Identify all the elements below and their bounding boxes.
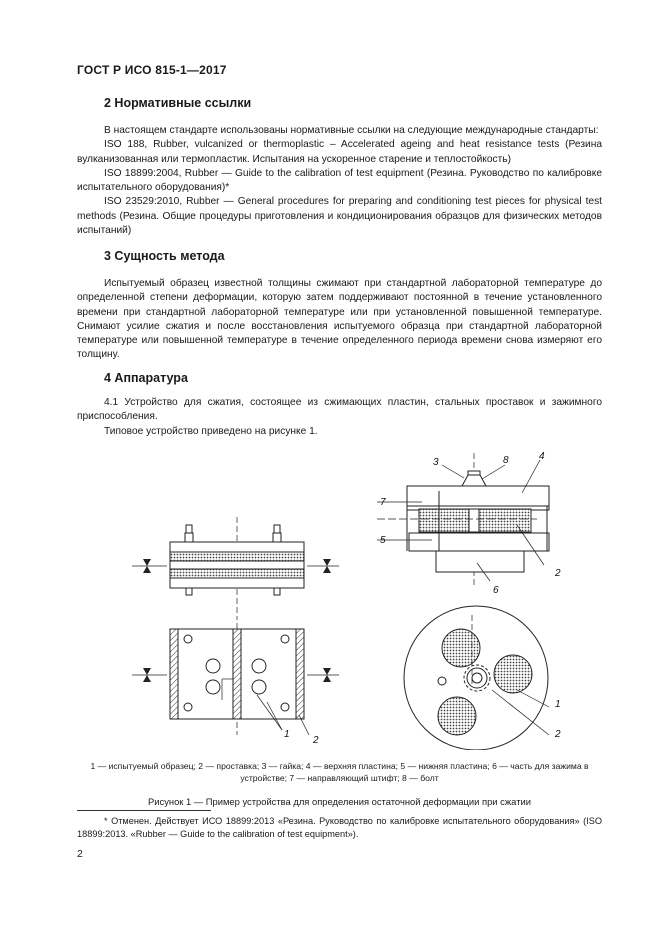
plan-view-right [404, 606, 549, 750]
section-3-body: Испытуемый образец известной толщины сжимают при стандартной лабораторной температуре до определенной степени деформации, которую затем поддерживают постоянной в течение установленного времени при стандартной лабораторной температуре или при установленной повышенной температуре. Снимают усилие сжатия и после восстановления испытуемого образца при стандартной лабораторной температуре или повышенной температуре в течение определенного периода времени снова измеряют его толщину. [77, 278, 602, 361]
label-4: 4 [539, 451, 545, 462]
ref-iso-18899: ISO 18899:2004, Rubber — Guide to the calibration of test equipment (Резина. Руководство по калибровке испытательного оборудования)* [77, 167, 602, 194]
section-4-title: 4 Аппаратура [104, 371, 188, 385]
footnote-divider [77, 810, 211, 811]
label-2-plan-right: 2 [555, 729, 561, 740]
ref-iso-23529: ISO 23529:2010, Rubber — General procedures for preparing and conditioning test pieces for physical test methods (Резина. Общие процедуры приготовления и кондиционирования образцов для физических методов испытаний) [77, 196, 602, 237]
footnote: * Отменен. Действует ИСО 18899:2013 «Резина. Руководство по калибровке испытательного оборудования» (ISO 18899:2013. «Rubber — Guide to the calibration of test equipment»). [77, 816, 602, 839]
figure-title: Рисунок 1 — Пример устройства для определения остаточной деформации при сжатии [148, 796, 531, 807]
label-8: 8 [503, 455, 509, 466]
section-3-title: 3 Сущность метода [104, 249, 225, 263]
label-2-section: 2 [555, 568, 561, 579]
page-number: 2 [77, 848, 83, 860]
side-view-left [132, 517, 339, 620]
label-2-plan-left: 2 [313, 735, 319, 746]
section-view-right [377, 453, 549, 585]
section-4-body [77, 396, 602, 439]
label-3: 3 [433, 457, 439, 468]
figure-key: 1 — испытуемый образец; 2 — проставка; 3 — гайка; 4 — верхняя пластина; 5 — нижняя пластина; 6 — часть для зажима в устройстве; 7 — направляющий штифт; 8 — болт [90, 761, 589, 783]
ref-iso-188: ISO 188, Rubber, vulcanized or thermoplastic – Accelerated ageing and heat resistance tests (Резина вулканизованная или термопластик. Испытания на ускоренное старение и теплостойкость) [77, 139, 602, 165]
label-7: 7 [380, 497, 386, 508]
label-5: 5 [380, 535, 386, 546]
document-header: ГОСТ Р ИСО 815-1—2017 [77, 63, 227, 77]
label-1-plan-right: 1 [555, 699, 561, 710]
section-2-intro: В настоящем стандарте использованы нормативные ссылки на следующие международные стандарты: [104, 125, 599, 136]
section-4-figure-ref: Типовое устройство приведено на рисунке 1. [104, 425, 318, 437]
plan-view-left [132, 623, 339, 735]
figure-compression-device [77, 445, 602, 750]
section-2-title: 2 Нормативные ссылки [104, 96, 252, 110]
label-1-plan-left: 1 [284, 729, 290, 740]
label-6: 6 [493, 585, 499, 596]
section-4-1: 4.1 Устройство для сжатия, состоящее из сжимающих пластин, стальных проставок и зажимного приспособления. [77, 397, 602, 423]
section-2-body [77, 124, 602, 238]
